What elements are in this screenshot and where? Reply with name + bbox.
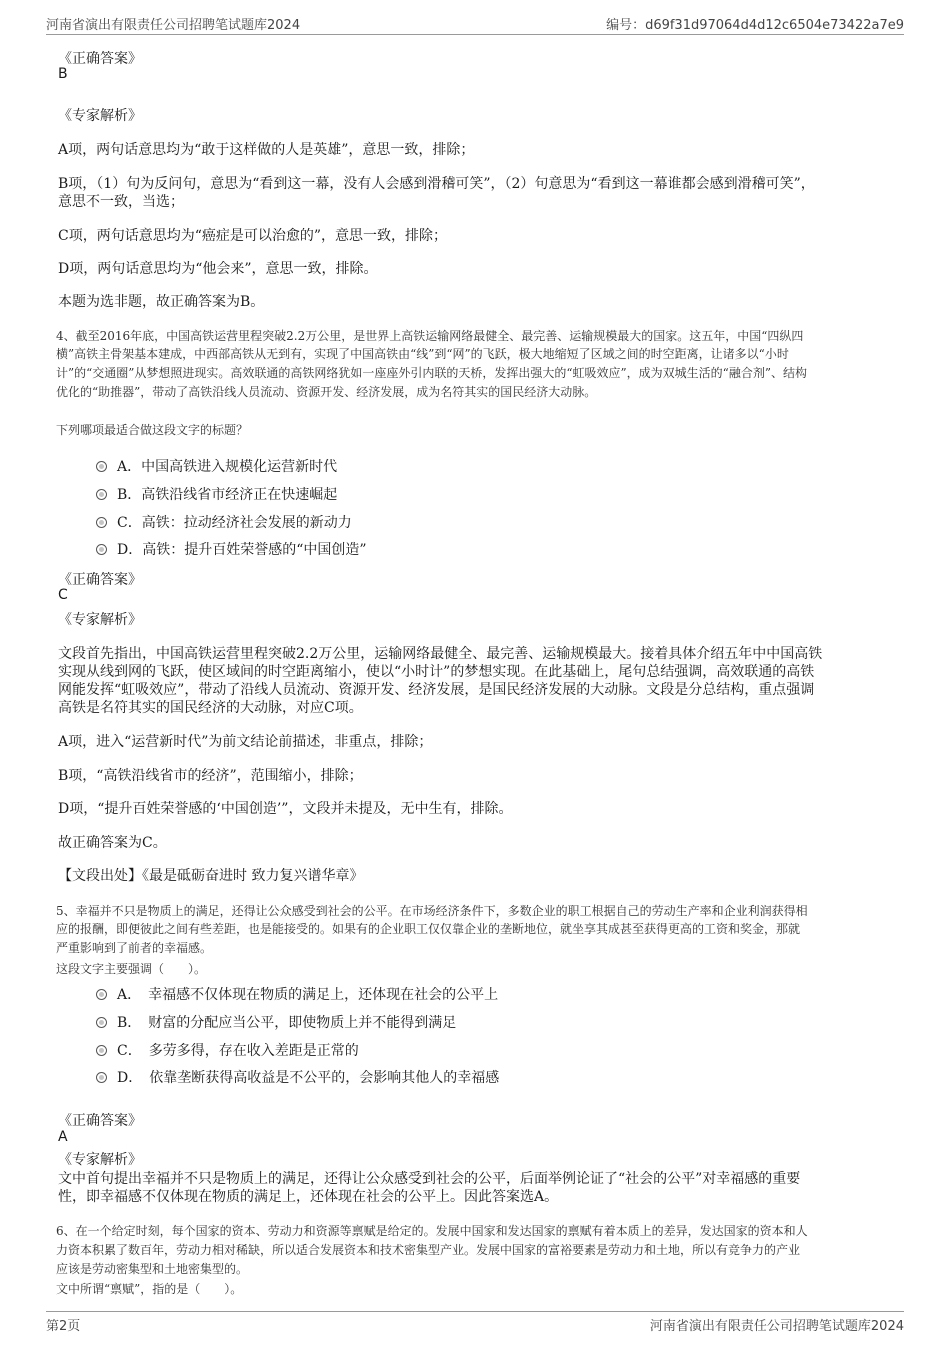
footer-divider [46,1311,904,1312]
radio-icon[interactable] [96,517,107,528]
q3-analysis-d: D项，两句话意思均为“他会来”，意思一致，排除。 [58,261,378,277]
q5-option-d[interactable]: D． 依靠垄断获得高收益是不公平的，会影响其他人的幸福感 [96,1067,499,1087]
q4-analysis-line: 高铁是名符其实的国民经济的大动脉，对应C项。 [58,700,363,716]
page-header [46,14,904,36]
radio-icon[interactable] [96,1045,107,1056]
q4-stem-line: 横”高铁主骨架基本建成，中西部高铁从无到有，实现了中国高铁由“线”到“网”的飞跃，极大地缩短了区域之间的时空距离，让诸多以“小时 [56,347,789,361]
q4-option-a[interactable]: A．中国高铁进入规模化运营新时代 [96,456,337,476]
q4-analysis-label: 《专家解析》 [58,612,142,628]
q4-analysis-line: 实现从线到网的飞跃，使区域间的时空距离缩小，使以“小时计”的梦想实现。在此基础上，尾句总结强调，高效联通的高铁 [58,664,815,680]
q6-question: 文中所谓“禀赋”，指的是（ ）。 [56,1282,243,1296]
radio-icon[interactable] [96,489,107,500]
header-doc-id: 编号：d69f31d97064d4d12c6504e73422a7e9 [606,18,904,33]
q4-stem-line: 4、截至2016年底，中国高铁运营里程突破2.2万公里，是世界上高铁运输网络最健全、最完善、运输规模最大的国家。这五年，中国“四纵四 [56,329,804,343]
q5-option-c[interactable]: C． 多劳多得，存在收入差距是正常的 [96,1040,359,1060]
q4-option-c[interactable]: C．高铁：拉动经济社会发展的新动力 [96,512,352,532]
page-number: 第2页 [46,1319,81,1334]
header-divider [46,34,904,35]
q4-option-b[interactable]: B．高铁沿线省市经济正在快速崛起 [96,484,337,504]
footer-title: 河南省演出有限责任公司招聘笔试题库2024 [649,1319,904,1334]
q4-analysis-a: A项，进入“运营新时代”为前文结论前描述，非重点，排除； [58,734,433,750]
q3-analysis-a: A项，两句话意思均为“敢于这样做的人是英雄”，意思一致，排除； [58,142,475,158]
radio-icon[interactable] [96,1072,107,1083]
q5-stem-line: 应的报酬，即便彼此之间有些差距，也是能接受的。如果有的企业职工仅仅靠企业的垄断地位，就坐享其成甚至获得更高的工资和奖金，那就 [56,922,801,936]
q5-analysis-line: 性，即幸福感不仅体现在物质的满足上，还体现在社会的公平上。因此答案选A。 [58,1189,559,1205]
q4-question: 下列哪项最适合做这段文字的标题？ [56,423,249,437]
radio-icon[interactable] [96,544,107,555]
q4-analysis-d: D项，“提升百姓荣誉感的‘中国创造’”，文段并未提及，无中生有，排除。 [58,801,513,817]
q4-option-d[interactable]: D．高铁：提升百姓荣誉感的“中国创造” [96,539,367,559]
q6-stem-line: 6、在一个给定时刻，每个国家的资本、劳动力和资源等禀赋是给定的。发展中国家和发达国家的禀赋有着本质上的差异，发达国家的资本和人 [56,1224,808,1238]
q4-stem-line: 计”的“交通圈”从梦想照进现实。高效联通的高铁网络犹如一座座外引内联的天桥，发挥出强大的“虹吸效应”，成为双城生活的“融合剂”、结构 [56,366,807,380]
q5-analysis-line: 文中首句提出幸福并不只是物质上的满足，还得让公众感受到社会的公平，后面举例论证了“社会的公平”对幸福感的重要 [58,1171,801,1187]
q5-correct-label: 《正确答案》 [58,1113,142,1129]
q3-conclusion: 本题为选非题，故正确答案为B。 [58,294,265,310]
q5-option-a[interactable]: A． 幸福感不仅体现在物质的满足上，还体现在社会的公平上 [96,984,498,1004]
q5-analysis-label: 《专家解析》 [58,1152,142,1168]
q5-stem-line: 5、幸福并不只是物质上的满足，还得让公众感受到社会的公平。在市场经济条件下，多数企业的职工根据自己的劳动生产率和企业利润获得相 [56,904,808,918]
q4-source: 【文段出处】《最是砥砺奋进时 致力复兴谱华章》 [58,868,364,884]
q4-analysis-b: B项，“高铁沿线省市的经济”，范围缩小，排除； [58,768,363,784]
q4-conclusion: 故正确答案为C。 [58,835,167,851]
q6-stem-line: 力资本积累了数百年，劳动力相对稀缺，所以适合发展资本和技术密集型产业。发展中国家的富裕要素是劳动力和土地，所以有竞争力的产业 [56,1243,801,1257]
q3-analysis-b: B项，（1）句为反问句，意思为“看到这一幕，没有人会感到滑稽可笑”，（2）句意思为“看到这一幕谁都会感到滑稽可笑”， [58,176,815,192]
q5-question: 这段文字主要强调（ ）。 [56,962,207,976]
header-title: 河南省演出有限责任公司招聘笔试题库2024 [46,18,301,33]
q4-analysis-line: 网能发挥“虹吸效应”，带动了沿线人员流动、资源开发、经济发展，是国民经济发展的大动脉。文段是分总结构，重点强调 [58,682,815,698]
q3-answer: B [58,66,68,82]
q5-answer: A [58,1129,68,1145]
q5-stem-line: 严重影响到了前者的幸福感。 [56,941,213,955]
q3-correct-label: 《正确答案》 [58,51,142,67]
q4-answer: C [58,587,68,603]
q3-analysis-b-cont: 意思不一致，当选； [58,194,184,210]
q3-analysis-label: 《专家解析》 [58,108,142,124]
q4-correct-label: 《正确答案》 [58,572,142,588]
q3-analysis-c: C项，两句话意思均为“癌症是可以治愈的”，意思一致，排除； [58,228,448,244]
q5-option-b[interactable]: B． 财富的分配应当公平，即使物质上并不能得到满足 [96,1012,456,1032]
radio-icon[interactable] [96,461,107,472]
q4-stem-line: 优化的“助推器”，带动了高铁沿线人员流动、资源开发、经济发展，成为名符其实的国民经济大动脉。 [56,385,597,399]
q4-analysis-line: 文段首先指出，中国高铁运营里程突破2.2万公里，运输网络最健全、最完善、运输规模最大。接着具体介绍五年中中国高铁 [58,646,823,662]
q6-stem-line: 应该是劳动密集型和土地密集型的。 [56,1262,249,1276]
radio-icon[interactable] [96,989,107,1000]
radio-icon[interactable] [96,1017,107,1028]
